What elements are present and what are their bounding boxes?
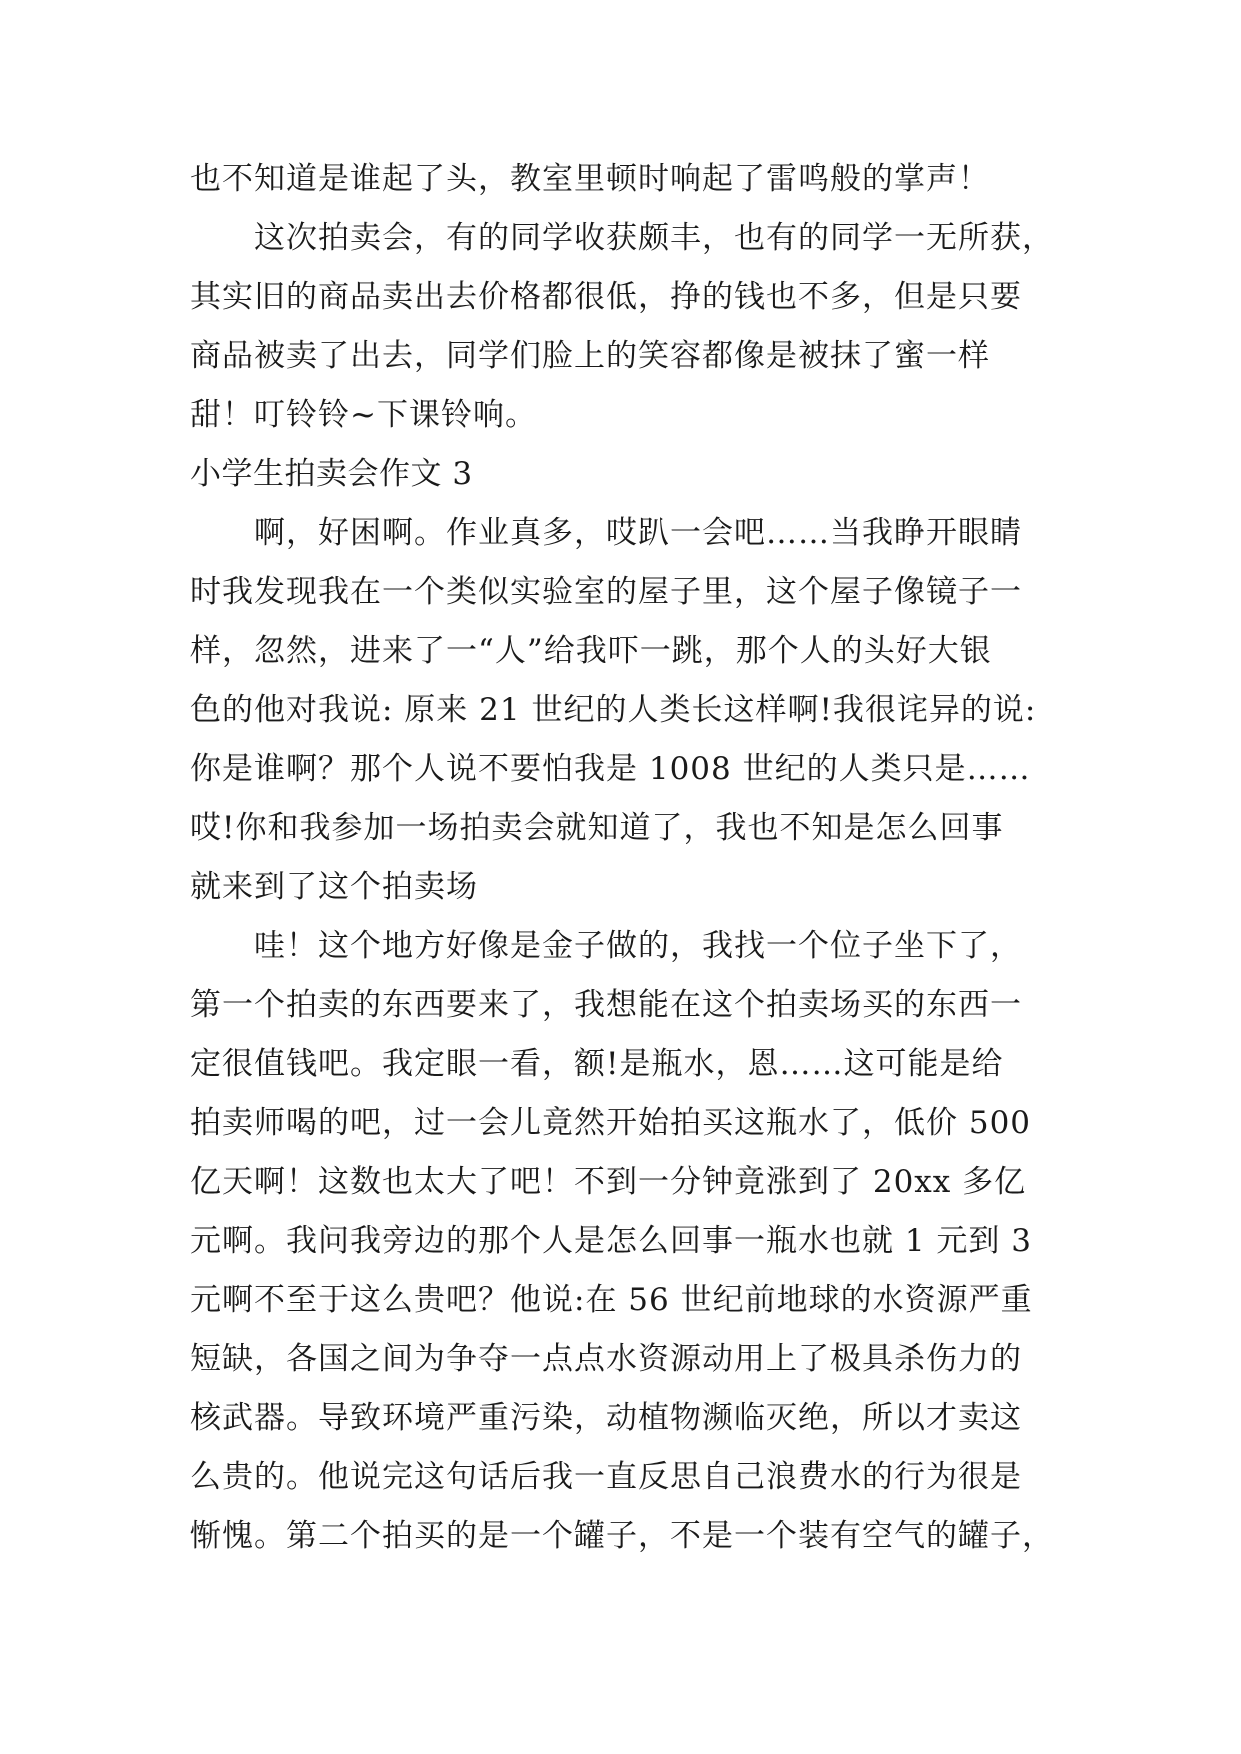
text-line: 时我发现我在一个类似实验室的屋子里，这个屋子像镜子一 [190, 574, 1022, 610]
text-line: 拍卖师喝的吧，过一会儿竟然开始拍买这瓶水了，低价 500 [190, 1105, 1032, 1141]
text-line: 色的他对我说: 原来 21 世纪的人类长这样啊!我很诧异的说: [190, 692, 1037, 728]
text-line: 第一个拍卖的东西要来了，我想能在这个拍卖场买的东西一 [190, 987, 1022, 1023]
text-line: 哎!你和我参加一场拍卖会就知道了，我也不知是怎么回事 [190, 810, 1004, 846]
text-line: 元啊。我问我旁边的那个人是怎么回事一瓶水也就 1 元到 3 [190, 1223, 1033, 1259]
text-line: 元啊不至于这么贵吧？他说:在 56 世纪前地球的水资源严重 [190, 1282, 1033, 1318]
text-line: 甜！叮铃铃~下课铃响。 [190, 397, 537, 433]
text-line: 惭愧。第二个拍买的是一个罐子，不是一个装有空气的罐子， [190, 1518, 1054, 1554]
text-line: 么贵的。他说完这句话后我一直反思自己浪费水的行为很是 [190, 1459, 1022, 1495]
text-line: 也不知道是谁起了头，教室里顿时响起了雷鸣般的掌声！ [190, 161, 990, 197]
text-line: 就来到了这个拍卖场 [190, 869, 478, 905]
text-line: 商品被卖了出去，同学们脸上的笑容都像是被抹了蜜一样 [190, 338, 990, 374]
text-line: 其实旧的商品卖出去价格都很低，挣的钱也不多，但是只要 [190, 279, 1022, 315]
text-line: 核武器。导致环境严重污染，动植物濒临灭绝，所以才卖这 [190, 1400, 1022, 1436]
paragraph-start-line: 这次拍卖会，有的同学收获颇丰，也有的同学一无所获， [254, 220, 1054, 256]
section-heading: 小学生拍卖会作文 3 [190, 456, 473, 492]
paragraph-start-line: 啊，好困啊。作业真多，哎趴一会吧……当我睁开眼睛 [254, 515, 1022, 551]
text-line: 短缺，各国之间为争夺一点点水资源动用上了极具杀伤力的 [190, 1341, 1022, 1377]
text-line: 定很值钱吧。我定眼一看，额!是瓶水，恩……这可能是给 [190, 1046, 1004, 1082]
text-line: 亿天啊！这数也太大了吧！不到一分钟竟涨到了 20xx 多亿 [190, 1164, 1027, 1200]
paragraph-start-line: 哇！这个地方好像是金子做的，我找一个位子坐下了， [254, 928, 1022, 964]
text-line: 你是谁啊？那个人说不要怕我是 1008 世纪的人类只是…… [190, 751, 1031, 787]
text-line: 样，忽然，进来了一“人”给我吓一跳，那个人的头好大银 [190, 633, 992, 669]
